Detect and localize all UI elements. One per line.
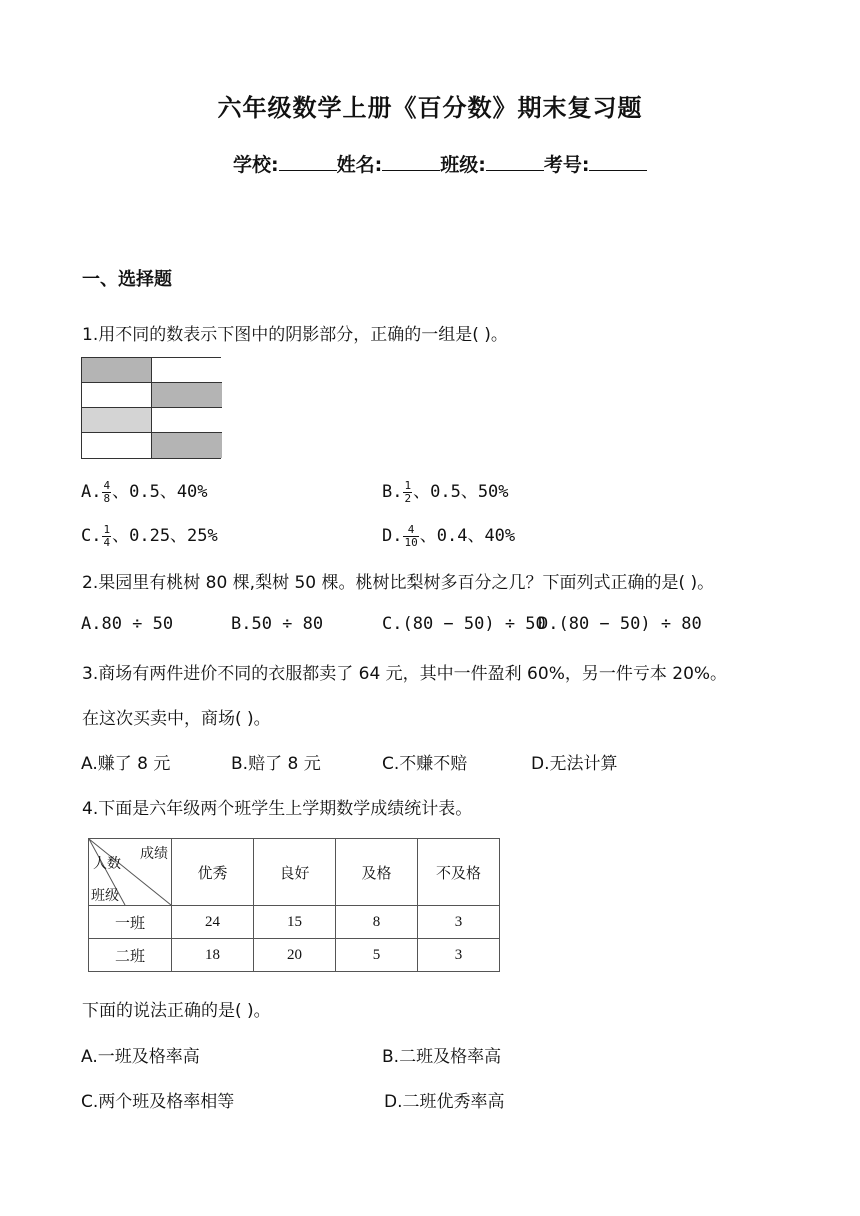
- q2-option-b[interactable]: B.50 ÷ 80: [231, 614, 324, 634]
- q3-option-d[interactable]: D.无法计算: [531, 754, 618, 774]
- question-4-follow: 下面的说法正确的是( )。: [82, 1001, 271, 1021]
- grid-cell: [82, 383, 152, 408]
- grid-cell: [82, 358, 152, 383]
- table-cell: 24: [172, 906, 254, 939]
- number-label: 考号:: [543, 154, 590, 176]
- q2-option-a[interactable]: A.80 ÷ 50: [81, 614, 174, 634]
- q4-option-c[interactable]: C.两个班及格率相等: [81, 1092, 235, 1112]
- q4-option-a[interactable]: A.一班及格率高: [81, 1047, 200, 1067]
- table-cell: 3: [418, 939, 500, 972]
- class-label: 班级:: [440, 154, 486, 176]
- grid-cell: [82, 433, 152, 458]
- option-text: 、0.25、25%: [112, 526, 218, 546]
- option-text: 、0.4、40%: [419, 526, 516, 546]
- corner-grade-label: 成绩: [140, 847, 168, 862]
- student-info-line: [233, 150, 647, 177]
- question-3-stem-line1: 3.商场有两件进价不同的衣服都卖了 64 元，其中一件盈利 60%，另一件亏本 20%。: [82, 664, 728, 684]
- table-corner-cell: [89, 839, 172, 906]
- table-header-row: [89, 839, 500, 906]
- table-cell: 3: [418, 906, 500, 939]
- option-prefix: C.: [81, 526, 102, 546]
- table-cell: 5: [336, 939, 418, 972]
- grid-cell: [152, 408, 222, 433]
- grid-cell: [152, 433, 222, 458]
- page-title: 六年级数学上册《百分数》期末复习题: [217, 94, 643, 122]
- option-text: 、0.5、40%: [112, 482, 208, 502]
- q3-option-c[interactable]: C.不赚不赔: [382, 754, 468, 774]
- fraction: [102, 524, 111, 549]
- score-statistics-table: [88, 838, 500, 972]
- q3-option-a[interactable]: A.赚了 8 元: [81, 754, 171, 774]
- number-blank[interactable]: [589, 152, 647, 171]
- numerator: 1: [404, 478, 412, 492]
- shaded-grid-figure: [81, 357, 221, 459]
- table-column-header: 优秀: [172, 839, 254, 906]
- numerator: 1: [103, 522, 111, 536]
- table-cell: 18: [172, 939, 254, 972]
- question-3-stem-line2: 在这次买卖中，商场( )。: [82, 709, 271, 729]
- option-prefix: B.: [382, 482, 403, 502]
- table-cell: 20: [254, 939, 336, 972]
- table-column-header: 不及格: [418, 839, 500, 906]
- name-label: 姓名:: [336, 154, 383, 176]
- question-4-stem: 4.下面是六年级两个班学生上学期数学成绩统计表。: [82, 799, 473, 819]
- grid-cell: [82, 408, 152, 433]
- corner-class-label: 班级: [91, 889, 119, 904]
- denominator: 8: [103, 491, 111, 505]
- q1-option-b[interactable]: [382, 477, 509, 505]
- name-blank[interactable]: [382, 152, 440, 171]
- q1-option-a[interactable]: [81, 477, 208, 505]
- corner-count-label: 人数: [93, 857, 121, 872]
- school-label: 学校:: [233, 154, 279, 176]
- table-row: [89, 939, 500, 972]
- section-title: 一、选择题: [82, 269, 172, 290]
- table-column-header: 良好: [254, 839, 336, 906]
- q2-option-c[interactable]: C.(80 − 50) ÷ 50: [382, 614, 546, 634]
- table-cell: 8: [336, 906, 418, 939]
- denominator: 4: [103, 535, 111, 549]
- option-prefix: A.: [81, 482, 102, 502]
- q4-option-b[interactable]: B.二班及格率高: [382, 1047, 502, 1067]
- q3-option-b[interactable]: B.赔了 8 元: [231, 754, 321, 774]
- q1-option-c[interactable]: [81, 521, 218, 549]
- fraction: [403, 524, 418, 549]
- q1-option-d[interactable]: [382, 521, 515, 549]
- grid-cell: [152, 383, 222, 408]
- table-cell: 15: [254, 906, 336, 939]
- fraction: [403, 480, 412, 505]
- question-1-stem: 1.用不同的数表示下图中的阴影部分，正确的一组是( )。: [82, 325, 508, 345]
- denominator: 2: [404, 491, 412, 505]
- numerator: 4: [403, 524, 418, 537]
- q2-option-d[interactable]: D.(80 − 50) ÷ 80: [538, 614, 702, 634]
- denominator: 10: [404, 535, 418, 549]
- class-blank[interactable]: [486, 152, 544, 171]
- numerator: 4: [103, 478, 111, 492]
- row-label: 一班: [89, 906, 172, 939]
- diagonal-header: [89, 839, 171, 905]
- row-label: 二班: [89, 939, 172, 972]
- grid-cell: [152, 358, 222, 383]
- option-prefix: D.: [382, 526, 403, 546]
- table-row: [89, 906, 500, 939]
- school-blank[interactable]: [279, 152, 337, 171]
- question-2-stem: 2.果园里有桃树 80 棵,梨树 50 棵。桃树比梨树多百分之几？下面列式正确的是( )。: [82, 573, 715, 593]
- option-text: 、0.5、50%: [413, 482, 509, 502]
- table-column-header: 及格: [336, 839, 418, 906]
- fraction: [102, 480, 111, 505]
- q4-option-d[interactable]: D.二班优秀率高: [384, 1092, 505, 1112]
